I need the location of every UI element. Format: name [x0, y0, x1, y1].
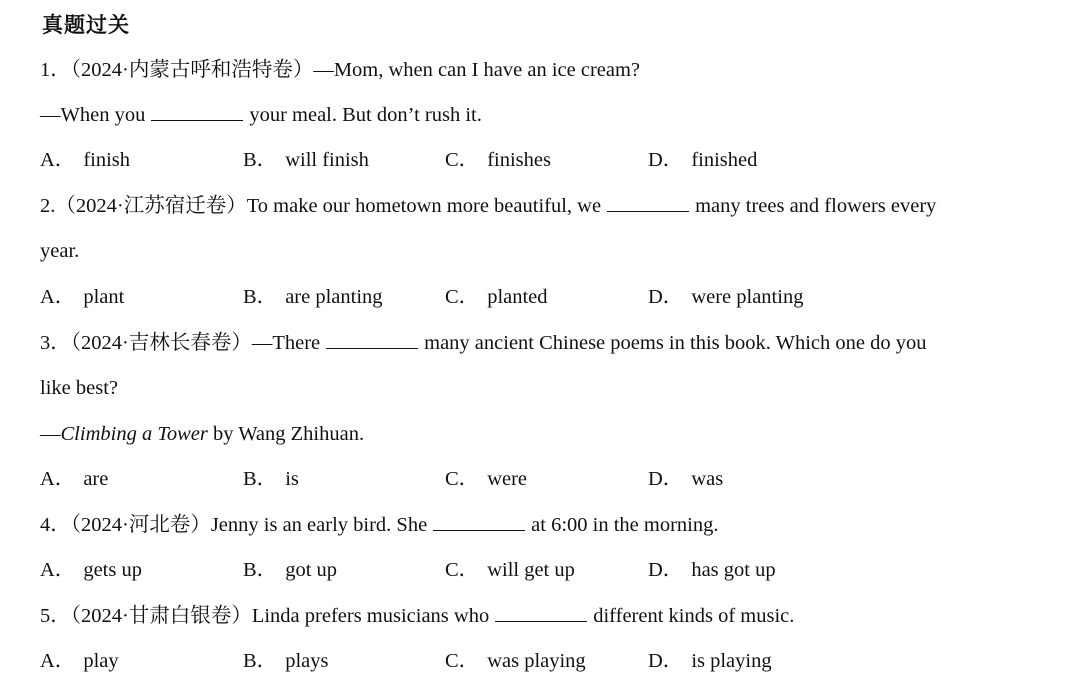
question-1-text-after: your meal. But don’t rush it. [249, 104, 482, 126]
question-5-options [40, 648, 1040, 674]
question-2-blank [607, 193, 689, 212]
question-4-options [40, 557, 1040, 583]
section-heading: 真题过关 [42, 12, 130, 37]
question-4-text-after: at 6:00 in the morning. [531, 514, 719, 536]
question-5-text-after: different kinds of music. [593, 605, 795, 627]
option-c[interactable]: C． were [445, 468, 528, 490]
option-b[interactable]: B． are planting [243, 286, 383, 308]
option-b[interactable]: B． plays [243, 650, 329, 672]
question-3-answer-line [40, 421, 364, 447]
option-d[interactable]: D． has got up [648, 559, 776, 581]
option-b[interactable]: B． will finish [243, 149, 369, 171]
question-1-line2 [40, 102, 482, 128]
option-c[interactable]: C． will get up [445, 559, 575, 581]
option-a[interactable]: A． are [40, 468, 109, 490]
question-3-continuation: like best? [40, 377, 118, 399]
question-5-stem [40, 603, 794, 629]
question-1-blank [151, 102, 243, 121]
option-b[interactable]: B． is [243, 468, 299, 490]
question-5-blank [495, 603, 587, 622]
option-c[interactable]: C． planted [445, 286, 548, 308]
option-d[interactable]: D． is playing [648, 650, 772, 672]
question-2-text-after: many trees and flowers every [695, 195, 937, 217]
option-c[interactable]: C． finishes [445, 149, 551, 171]
question-1-text-before: —When you [40, 104, 146, 126]
question-2-stem [40, 193, 936, 219]
question-5-text-before: 5．（2024·甘肃白银卷）Linda prefers musicians who [40, 605, 490, 627]
answer-dash: — [40, 423, 61, 445]
question-2-text-before: 2.（2024·江苏宿迁卷）To make our hometown more beautiful, we [40, 195, 602, 217]
question-1-stem: 1．（2024·内蒙古呼和浩特卷）—Mom, when can I have an ice cream? [40, 59, 641, 81]
option-b[interactable]: B． got up [243, 559, 338, 581]
question-1-options [40, 147, 1040, 173]
question-3-options [40, 466, 1040, 492]
poem-title: Climbing a Tower [60, 423, 208, 445]
option-d[interactable]: D． were planting [648, 286, 804, 308]
question-2-options [40, 284, 1040, 310]
option-d[interactable]: D． finished [648, 149, 758, 171]
question-3-blank [326, 330, 418, 349]
option-d[interactable]: D． was [648, 468, 724, 490]
question-4-text-before: 4．（2024·河北卷）Jenny is an early bird. She [40, 514, 428, 536]
question-3-text-after: many ancient Chinese poems in this book. Which one do you [424, 332, 927, 354]
question-3-text-before: 3．（2024·吉林长春卷）—There [40, 332, 321, 354]
option-c[interactable]: C． was playing [445, 650, 586, 672]
option-a[interactable]: A． finish [40, 149, 131, 171]
option-a[interactable]: A． play [40, 650, 119, 672]
option-a[interactable]: A． plant [40, 286, 125, 308]
question-4-blank [433, 512, 525, 531]
question-3-stem [40, 330, 927, 356]
question-2-continuation: year. [40, 240, 80, 262]
question-4-stem [40, 512, 719, 538]
poem-author: by Wang Zhihuan. [207, 423, 365, 445]
option-a[interactable]: A． gets up [40, 559, 142, 581]
